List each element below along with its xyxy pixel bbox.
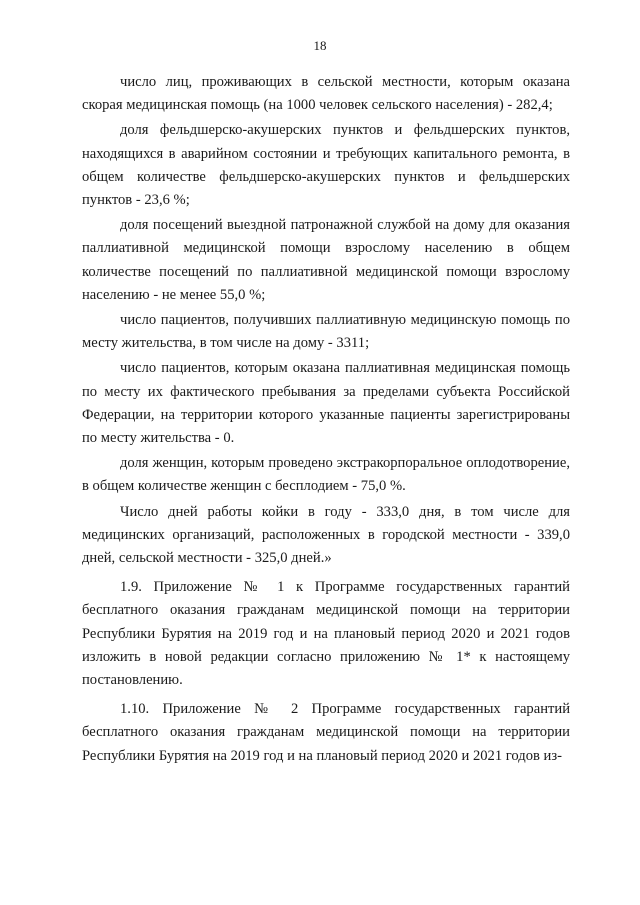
- document-body: [82, 71, 570, 768]
- paragraph-feldsher-points: доля фельдшерско-акушерских пунктов и фельдшерских пунктов, находящихся в аварийном состоянии и требующих капитального ремонта, в общем количестве фельдшерско-акушерских пунктов и фельдшерских пунктов - 23,6 %;: [82, 122, 570, 209]
- paragraph-clause-1-9: 1.9. Приложение № 1 к Программе государственных гарантий бесплатного оказания гражданам медицинской помощи на территории Республики Бурятия на 2019 год и на плановый период 2020 и 2021 годов изложить в новой редакции согласно приложению № 1* к настоящему постановлению.: [82, 579, 570, 689]
- paragraph-palliative-outside-region: число пациентов, которым оказана паллиативная медицинская помощь по месту их фактического пребывания за пределами субъекта Российской Федерации, на территории которого указанные пациенты зарегистрированы по месту жительства - 0.: [82, 360, 570, 447]
- paragraph-rural-ambulance: число лиц, проживающих в сельской местности, которым оказана скорая медицинская помощь (на 1000 человек сельского населения) - 282,4;: [82, 74, 570, 114]
- paragraph-ivf-share: доля женщин, которым проведено экстракорпоральное оплодотворение, в общем количестве женщин с бесплодием - 75,0 %.: [82, 455, 570, 495]
- paragraph-bed-days: Число дней работы койки в году - 333,0 дня, в том числе для медицинских организаций, расположенных в городской местности - 339,0 дней, сельской местности - 325,0 дней.»: [82, 503, 570, 567]
- paragraph-patronage-visits: доля посещений выездной патронажной службой на дому для оказания паллиативной медицинской помощи взрослому населению в общем количестве посещений по паллиативной медицинской помощи взрослому населению - не менее 55,0 %;: [82, 217, 570, 303]
- page-number: 18: [313, 38, 327, 53]
- paragraph-clause-1-10: 1.10. Приложение № 2 Программе государственных гарантий бесплатного оказания гражданам медицинской помощи на территории Республики Бурятия на 2019 год и на плановый период 2020 и 2021 годов из-: [82, 701, 570, 764]
- paragraph-palliative-home: число пациентов, получивших паллиативную медицинскую помощь по месту жительства, в том числе на дому - 3311;: [82, 312, 570, 352]
